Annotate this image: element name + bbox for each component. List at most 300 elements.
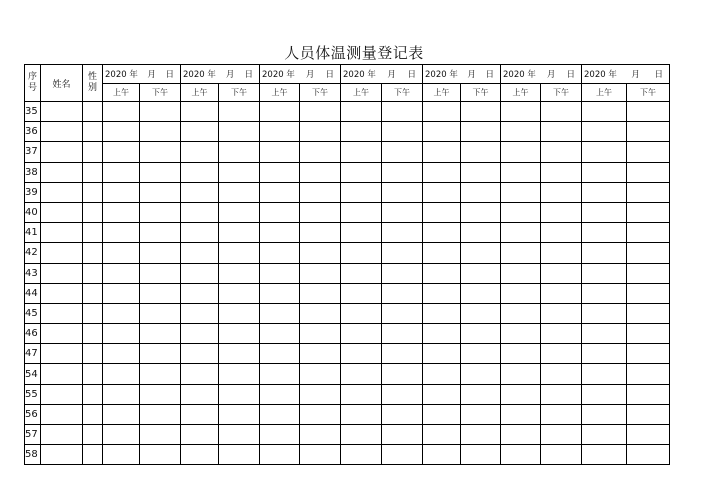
gender-cell[interactable] [83, 344, 103, 364]
pm-temperature-cell[interactable] [382, 445, 423, 465]
am-temperature-cell[interactable] [260, 202, 300, 222]
pm-temperature-cell[interactable] [140, 223, 181, 243]
am-temperature-cell[interactable] [181, 162, 219, 182]
am-temperature-cell[interactable] [582, 364, 627, 384]
name-cell[interactable] [41, 102, 83, 122]
gender-cell[interactable] [83, 182, 103, 202]
gender-cell[interactable] [83, 384, 103, 404]
am-temperature-cell[interactable] [260, 142, 300, 162]
pm-temperature-cell[interactable] [300, 162, 341, 182]
pm-temperature-cell[interactable] [300, 102, 341, 122]
am-temperature-cell[interactable] [501, 223, 541, 243]
pm-temperature-cell[interactable] [541, 243, 582, 263]
am-temperature-cell[interactable] [582, 102, 627, 122]
am-temperature-cell[interactable] [501, 142, 541, 162]
am-temperature-cell[interactable] [181, 223, 219, 243]
pm-temperature-cell[interactable] [140, 384, 181, 404]
am-temperature-cell[interactable] [501, 324, 541, 344]
gender-cell[interactable] [83, 364, 103, 384]
am-temperature-cell[interactable] [103, 425, 140, 445]
am-temperature-cell[interactable] [341, 384, 382, 404]
name-cell[interactable] [41, 263, 83, 283]
name-cell[interactable] [41, 344, 83, 364]
pm-temperature-cell[interactable] [300, 425, 341, 445]
am-temperature-cell[interactable] [582, 263, 627, 283]
pm-temperature-cell[interactable] [300, 122, 341, 142]
am-temperature-cell[interactable] [423, 445, 461, 465]
am-temperature-cell[interactable] [341, 162, 382, 182]
name-cell[interactable] [41, 283, 83, 303]
am-temperature-cell[interactable] [423, 364, 461, 384]
am-temperature-cell[interactable] [181, 243, 219, 263]
table-row [25, 162, 670, 182]
pm-temperature-cell[interactable] [627, 142, 670, 162]
pm-temperature-cell[interactable] [219, 404, 260, 424]
pm-temperature-cell[interactable] [300, 263, 341, 283]
pm-temperature-cell[interactable] [382, 364, 423, 384]
am-temperature-cell[interactable] [181, 344, 219, 364]
name-cell[interactable] [41, 182, 83, 202]
pm-temperature-cell[interactable] [140, 162, 181, 182]
pm-temperature-cell[interactable] [627, 404, 670, 424]
am-temperature-cell[interactable] [341, 364, 382, 384]
pm-temperature-cell[interactable] [219, 142, 260, 162]
am-temperature-cell[interactable] [423, 324, 461, 344]
pm-temperature-cell[interactable] [461, 384, 501, 404]
pm-temperature-cell[interactable] [627, 202, 670, 222]
am-temperature-cell[interactable] [181, 324, 219, 344]
name-cell[interactable] [41, 303, 83, 323]
pm-temperature-cell[interactable] [219, 243, 260, 263]
pm-temperature-cell[interactable] [140, 202, 181, 222]
am-temperature-cell[interactable] [501, 364, 541, 384]
am-temperature-cell[interactable] [103, 283, 140, 303]
am-temperature-cell[interactable] [103, 223, 140, 243]
pm-temperature-cell[interactable] [382, 142, 423, 162]
am-temperature-cell[interactable] [423, 182, 461, 202]
am-temperature-cell[interactable] [501, 445, 541, 465]
pm-temperature-cell[interactable] [627, 324, 670, 344]
pm-temperature-cell[interactable] [219, 263, 260, 283]
am-temperature-cell[interactable] [582, 404, 627, 424]
pm-temperature-cell[interactable] [461, 283, 501, 303]
pm-temperature-cell[interactable] [461, 445, 501, 465]
pm-temperature-cell[interactable] [219, 122, 260, 142]
am-temperature-cell[interactable] [103, 324, 140, 344]
am-temperature-cell[interactable] [501, 283, 541, 303]
name-cell[interactable] [41, 425, 83, 445]
am-temperature-cell[interactable] [260, 404, 300, 424]
am-temperature-cell[interactable] [501, 263, 541, 283]
pm-temperature-cell[interactable] [461, 324, 501, 344]
pm-temperature-cell[interactable] [140, 445, 181, 465]
gender-cell[interactable] [83, 142, 103, 162]
pm-temperature-cell[interactable] [300, 303, 341, 323]
am-temperature-cell[interactable] [582, 303, 627, 323]
am-temperature-cell[interactable] [501, 384, 541, 404]
pm-temperature-cell[interactable] [541, 425, 582, 445]
am-temperature-cell[interactable] [341, 445, 382, 465]
pm-temperature-cell[interactable] [140, 142, 181, 162]
am-temperature-cell[interactable] [260, 283, 300, 303]
gender-cell[interactable] [83, 102, 103, 122]
pm-temperature-cell[interactable] [219, 102, 260, 122]
pm-temperature-cell[interactable] [627, 364, 670, 384]
pm-temperature-cell[interactable] [627, 303, 670, 323]
pm-temperature-cell[interactable] [382, 243, 423, 263]
pm-temperature-cell[interactable] [300, 202, 341, 222]
name-cell[interactable] [41, 243, 83, 263]
pm-temperature-cell[interactable] [219, 364, 260, 384]
pm-temperature-cell[interactable] [461, 223, 501, 243]
am-temperature-cell[interactable] [341, 324, 382, 344]
pm-temperature-cell[interactable] [219, 384, 260, 404]
pm-temperature-cell[interactable] [382, 283, 423, 303]
pm-temperature-cell[interactable] [140, 102, 181, 122]
row-number: 35 [25, 102, 41, 122]
am-temperature-cell[interactable] [181, 122, 219, 142]
name-cell[interactable] [41, 223, 83, 243]
date-month-label: 月 [631, 70, 640, 80]
pm-temperature-cell[interactable] [140, 303, 181, 323]
pm-temperature-cell[interactable] [382, 303, 423, 323]
pm-temperature-cell[interactable] [140, 263, 181, 283]
pm-temperature-cell[interactable] [627, 263, 670, 283]
am-temperature-cell[interactable] [423, 223, 461, 243]
am-temperature-cell[interactable] [103, 202, 140, 222]
pm-temperature-cell[interactable] [627, 283, 670, 303]
pm-temperature-cell[interactable] [219, 445, 260, 465]
am-temperature-cell[interactable] [341, 202, 382, 222]
am-temperature-cell[interactable] [582, 344, 627, 364]
pm-temperature-cell[interactable] [541, 384, 582, 404]
am-temperature-cell[interactable] [103, 303, 140, 323]
am-temperature-cell[interactable] [260, 263, 300, 283]
pm-temperature-cell[interactable] [461, 202, 501, 222]
pm-temperature-cell[interactable] [300, 223, 341, 243]
gender-cell[interactable] [83, 303, 103, 323]
pm-temperature-cell[interactable] [300, 324, 341, 344]
pm-temperature-cell[interactable] [461, 182, 501, 202]
name-cell[interactable] [41, 324, 83, 344]
am-temperature-cell[interactable] [103, 364, 140, 384]
am-temperature-cell[interactable] [260, 182, 300, 202]
am-temperature-cell[interactable] [501, 122, 541, 142]
pm-temperature-cell[interactable] [219, 283, 260, 303]
pm-temperature-cell[interactable] [300, 344, 341, 364]
pm-temperature-cell[interactable] [300, 142, 341, 162]
am-temperature-cell[interactable] [501, 182, 541, 202]
gender-cell[interactable] [83, 223, 103, 243]
am-temperature-cell[interactable] [181, 182, 219, 202]
pm-temperature-cell[interactable] [382, 404, 423, 424]
am-temperature-cell[interactable] [582, 162, 627, 182]
am-temperature-cell[interactable] [181, 425, 219, 445]
am-temperature-cell[interactable] [260, 223, 300, 243]
am-temperature-cell[interactable] [582, 324, 627, 344]
am-temperature-cell[interactable] [260, 384, 300, 404]
am-temperature-cell[interactable] [582, 384, 627, 404]
pm-temperature-cell[interactable] [541, 182, 582, 202]
am-temperature-cell[interactable] [181, 364, 219, 384]
pm-temperature-cell[interactable] [382, 425, 423, 445]
pm-temperature-cell[interactable] [541, 223, 582, 243]
gender-cell[interactable] [83, 202, 103, 222]
am-temperature-cell[interactable] [103, 263, 140, 283]
am-temperature-cell[interactable] [103, 122, 140, 142]
am-temperature-cell[interactable] [181, 303, 219, 323]
pm-temperature-cell[interactable] [219, 425, 260, 445]
pm-temperature-cell[interactable] [627, 344, 670, 364]
am-temperature-cell[interactable] [260, 303, 300, 323]
pm-temperature-cell[interactable] [461, 162, 501, 182]
pm-temperature-cell[interactable] [541, 445, 582, 465]
pm-temperature-cell[interactable] [541, 404, 582, 424]
pm-temperature-cell[interactable] [140, 243, 181, 263]
am-temperature-cell[interactable] [582, 223, 627, 243]
am-temperature-cell[interactable] [423, 263, 461, 283]
pm-temperature-cell[interactable] [140, 182, 181, 202]
am-temperature-cell[interactable] [260, 425, 300, 445]
pm-header: 下午 [140, 84, 181, 102]
am-temperature-cell[interactable] [423, 122, 461, 142]
am-temperature-cell[interactable] [423, 303, 461, 323]
pm-temperature-cell[interactable] [541, 142, 582, 162]
pm-temperature-cell[interactable] [382, 202, 423, 222]
pm-temperature-cell[interactable] [300, 445, 341, 465]
am-temperature-cell[interactable] [181, 142, 219, 162]
am-temperature-cell[interactable] [103, 404, 140, 424]
pm-temperature-cell[interactable] [140, 344, 181, 364]
am-temperature-cell[interactable] [181, 384, 219, 404]
pm-temperature-cell[interactable] [461, 142, 501, 162]
am-temperature-cell[interactable] [501, 404, 541, 424]
am-temperature-cell[interactable] [423, 404, 461, 424]
pm-temperature-cell[interactable] [541, 202, 582, 222]
am-temperature-cell[interactable] [260, 364, 300, 384]
am-temperature-cell[interactable] [423, 202, 461, 222]
am-temperature-cell[interactable] [423, 243, 461, 263]
pm-temperature-cell[interactable] [219, 162, 260, 182]
am-temperature-cell[interactable] [501, 425, 541, 445]
am-temperature-cell[interactable] [341, 223, 382, 243]
pm-temperature-cell[interactable] [382, 102, 423, 122]
date-month-label: 月 [305, 70, 315, 80]
am-temperature-cell[interactable] [341, 425, 382, 445]
am-temperature-cell[interactable] [423, 425, 461, 445]
pm-temperature-cell[interactable] [219, 202, 260, 222]
pm-temperature-cell[interactable] [461, 364, 501, 384]
am-temperature-cell[interactable] [582, 202, 627, 222]
pm-temperature-cell[interactable] [627, 384, 670, 404]
am-temperature-cell[interactable] [103, 162, 140, 182]
pm-temperature-cell[interactable] [219, 324, 260, 344]
am-temperature-cell[interactable] [260, 445, 300, 465]
am-temperature-cell[interactable] [582, 182, 627, 202]
am-temperature-cell[interactable] [181, 283, 219, 303]
am-temperature-cell[interactable] [341, 404, 382, 424]
pm-temperature-cell[interactable] [382, 263, 423, 283]
pm-temperature-cell[interactable] [461, 102, 501, 122]
pm-temperature-cell[interactable] [541, 102, 582, 122]
name-cell[interactable] [41, 202, 83, 222]
gender-cell[interactable] [83, 122, 103, 142]
date-header-3 [260, 65, 341, 84]
am-temperature-cell[interactable] [103, 102, 140, 122]
name-cell[interactable] [41, 364, 83, 384]
row-number: 44 [25, 283, 41, 303]
am-temperature-cell[interactable] [501, 162, 541, 182]
table-row [25, 344, 670, 364]
pm-temperature-cell[interactable] [140, 283, 181, 303]
pm-temperature-cell[interactable] [382, 223, 423, 243]
pm-temperature-cell[interactable] [541, 162, 582, 182]
gender-cell[interactable] [83, 162, 103, 182]
pm-temperature-cell[interactable] [140, 324, 181, 344]
am-temperature-cell[interactable] [260, 122, 300, 142]
name-cell[interactable] [41, 445, 83, 465]
am-temperature-cell[interactable] [181, 263, 219, 283]
am-temperature-cell[interactable] [582, 283, 627, 303]
name-cell[interactable] [41, 142, 83, 162]
pm-temperature-cell[interactable] [382, 344, 423, 364]
gender-cell[interactable] [83, 425, 103, 445]
am-temperature-cell[interactable] [103, 243, 140, 263]
row-number: 54 [25, 364, 41, 384]
pm-temperature-cell[interactable] [627, 102, 670, 122]
pm-temperature-cell[interactable] [140, 364, 181, 384]
pm-temperature-cell[interactable] [541, 324, 582, 344]
pm-temperature-cell[interactable] [461, 243, 501, 263]
am-temperature-cell[interactable] [103, 182, 140, 202]
pm-temperature-cell[interactable] [627, 425, 670, 445]
am-temperature-cell[interactable] [582, 122, 627, 142]
pm-temperature-cell[interactable] [300, 243, 341, 263]
table-row [25, 263, 670, 283]
gender-cell[interactable] [83, 404, 103, 424]
am-temperature-cell[interactable] [582, 445, 627, 465]
am-temperature-cell[interactable] [103, 344, 140, 364]
pm-temperature-cell[interactable] [382, 122, 423, 142]
am-temperature-cell[interactable] [181, 202, 219, 222]
pm-temperature-cell[interactable] [627, 182, 670, 202]
am-temperature-cell[interactable] [423, 162, 461, 182]
pm-temperature-cell[interactable] [219, 344, 260, 364]
pm-temperature-cell[interactable] [461, 303, 501, 323]
am-temperature-cell[interactable] [423, 344, 461, 364]
pm-temperature-cell[interactable] [461, 344, 501, 364]
am-temperature-cell[interactable] [260, 344, 300, 364]
pm-temperature-cell[interactable] [541, 344, 582, 364]
pm-temperature-cell[interactable] [541, 364, 582, 384]
pm-temperature-cell[interactable] [627, 122, 670, 142]
am-temperature-cell[interactable] [181, 404, 219, 424]
pm-temperature-cell[interactable] [219, 223, 260, 243]
name-cell[interactable] [41, 122, 83, 142]
pm-temperature-cell[interactable] [627, 243, 670, 263]
am-temperature-cell[interactable] [103, 142, 140, 162]
am-temperature-cell[interactable] [341, 142, 382, 162]
pm-temperature-cell[interactable] [382, 162, 423, 182]
pm-temperature-cell[interactable] [541, 303, 582, 323]
pm-temperature-cell[interactable] [300, 384, 341, 404]
pm-temperature-cell[interactable] [382, 182, 423, 202]
am-temperature-cell[interactable] [423, 102, 461, 122]
pm-temperature-cell[interactable] [300, 404, 341, 424]
am-temperature-cell[interactable] [423, 142, 461, 162]
am-temperature-cell[interactable] [582, 142, 627, 162]
pm-temperature-cell[interactable] [461, 425, 501, 445]
gender-cell[interactable] [83, 263, 103, 283]
am-temperature-cell[interactable] [260, 324, 300, 344]
pm-temperature-cell[interactable] [140, 425, 181, 445]
am-temperature-cell[interactable] [181, 445, 219, 465]
am-temperature-cell[interactable] [341, 122, 382, 142]
am-temperature-cell[interactable] [501, 303, 541, 323]
am-temperature-cell[interactable] [103, 384, 140, 404]
am-temperature-cell[interactable] [501, 344, 541, 364]
am-temperature-cell[interactable] [501, 243, 541, 263]
am-temperature-cell[interactable] [423, 384, 461, 404]
pm-temperature-cell[interactable] [541, 283, 582, 303]
name-cell[interactable] [41, 404, 83, 424]
pm-temperature-cell[interactable] [541, 263, 582, 283]
pm-temperature-cell[interactable] [140, 404, 181, 424]
pm-temperature-cell[interactable] [627, 223, 670, 243]
am-temperature-cell[interactable] [341, 283, 382, 303]
am-temperature-cell[interactable] [341, 182, 382, 202]
row-number: 40 [25, 202, 41, 222]
am-temperature-cell[interactable] [582, 425, 627, 445]
pm-temperature-cell[interactable] [300, 182, 341, 202]
name-cell[interactable] [41, 162, 83, 182]
pm-temperature-cell[interactable] [300, 364, 341, 384]
pm-temperature-cell[interactable] [300, 283, 341, 303]
gender-cell[interactable] [83, 445, 103, 465]
am-temperature-cell[interactable] [501, 202, 541, 222]
pm-temperature-cell[interactable] [382, 324, 423, 344]
pm-temperature-cell[interactable] [461, 122, 501, 142]
am-temperature-cell[interactable] [341, 243, 382, 263]
am-temperature-cell[interactable] [103, 445, 140, 465]
am-temperature-cell[interactable] [582, 243, 627, 263]
row-number: 47 [25, 344, 41, 364]
pm-temperature-cell[interactable] [627, 162, 670, 182]
am-temperature-cell[interactable] [341, 344, 382, 364]
am-temperature-cell[interactable] [341, 263, 382, 283]
gender-cell[interactable] [83, 283, 103, 303]
pm-temperature-cell[interactable] [627, 445, 670, 465]
am-temperature-cell[interactable] [341, 102, 382, 122]
name-cell[interactable] [41, 384, 83, 404]
pm-temperature-cell[interactable] [140, 122, 181, 142]
am-temperature-cell[interactable] [501, 102, 541, 122]
am-temperature-cell[interactable] [260, 102, 300, 122]
pm-temperature-cell[interactable] [461, 263, 501, 283]
pm-temperature-cell[interactable] [461, 404, 501, 424]
am-temperature-cell[interactable] [341, 303, 382, 323]
am-temperature-cell[interactable] [423, 283, 461, 303]
pm-temperature-cell[interactable] [219, 182, 260, 202]
pm-temperature-cell[interactable] [219, 303, 260, 323]
gender-cell[interactable] [83, 324, 103, 344]
pm-temperature-cell[interactable] [541, 122, 582, 142]
gender-cell[interactable] [83, 243, 103, 263]
am-temperature-cell[interactable] [181, 102, 219, 122]
am-temperature-cell[interactable] [260, 243, 300, 263]
pm-temperature-cell[interactable] [382, 384, 423, 404]
am-temperature-cell[interactable] [260, 162, 300, 182]
